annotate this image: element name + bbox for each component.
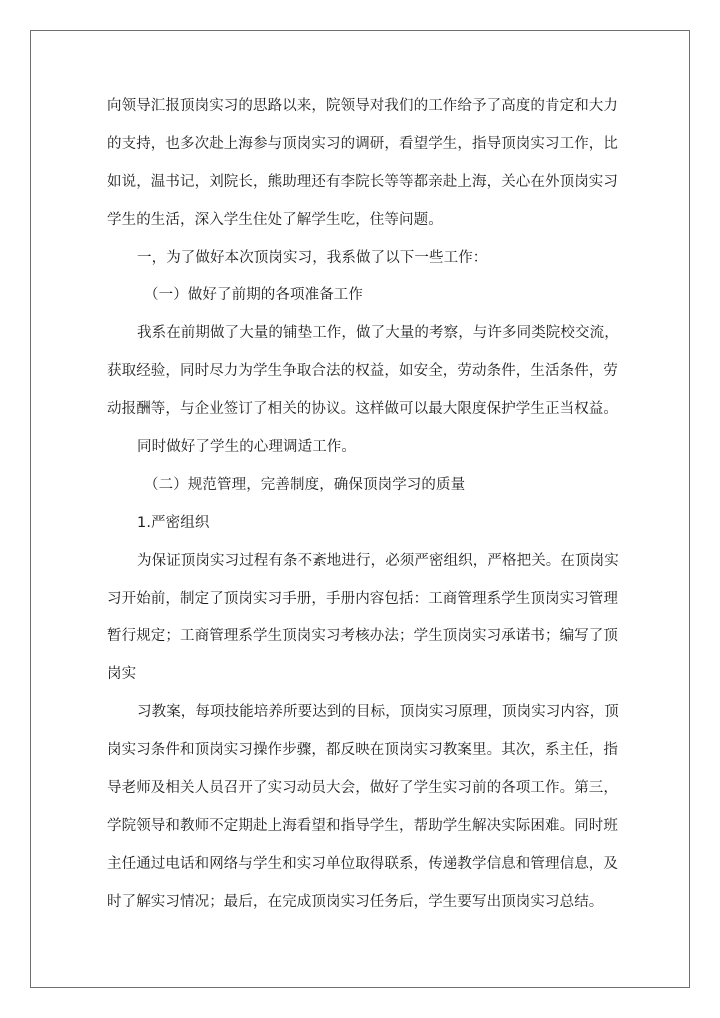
text-line: 动报酬等，与企业签订了相关的协议。这样做可以最大限度保护学生正当权益。 [107, 401, 618, 418]
subsection-heading: （一）做好了前期的各项准备工作 [144, 287, 363, 304]
subsection-heading: （二）规范管理，完善制度，确保顶岗学习的质量 [144, 476, 466, 493]
text-line: 习开始前，制定了顶岗实习手册，手册内容包括：工商管理系学生顶岗实习管理 [107, 590, 618, 607]
text-line: 岗实习条件和顶岗实习操作步骤，都反映在顶岗实习教案里。其次，系主任，指 [107, 742, 618, 759]
text-line: 主任通过电话和网络与学生和实习单位取得联系，传递教学信息和管理信息，及 [107, 855, 618, 872]
text-line: 我系在前期做了大量的铺垫工作，做了大量的考察，与许多同类院校交流， [137, 325, 619, 342]
section-heading: 一，为了做好本次顶岗实习，我系做了以下一些工作： [137, 249, 488, 266]
text-line: 习教案，每项技能培养所要达到的目标，顶岗实习原理，顶岗实习内容，顶 [137, 704, 619, 721]
text-line: 的支持，也多次赴上海参与顶岗实习的调研，看望学生，指导顶岗实习工作，比 [107, 135, 618, 152]
text-line: 岗实 [107, 666, 137, 683]
item-heading: 1.严密组织 [137, 514, 210, 531]
text-line: 暂行规定；工商管理系学生顶岗实习考核办法；学生顶岗实习承诺书；编写了顶 [107, 628, 618, 645]
text-line: 时了解实习情况；最后，在完成顶岗实习任务后，学生要写出顶岗实习总结。 [107, 893, 604, 910]
text-line: 获取经验，同时尽力为学生争取合法的权益，如安全，劳动条件，生活条件，劳 [107, 363, 618, 380]
text-line: 向领导汇报顶岗实习的思路以来，院领导对我们的工作给予了高度的肯定和大力 [107, 98, 618, 114]
text-line: 同时做好了学生的心理调适工作。 [137, 439, 356, 456]
text-line: 如说，温书记，刘院长，熊助理还有李院长等等都亲赴上海，关心在外顶岗实习 [107, 173, 618, 190]
text-line: 学院领导和教师不定期赴上海看望和指导学生，帮助学生解决实际困难。同时班 [107, 817, 618, 834]
text-line: 为保证顶岗实习过程有条不紊地进行，必须严密组织，严格把关。在顶岗实 [137, 552, 619, 569]
text-line: 导老师及相关人员召开了实习动员大会，做好了学生实习前的各项工作。第三， [107, 780, 618, 797]
document-body [107, 88, 619, 922]
text-line: 学生的生活，深入学生住处了解学生吃，住等问题。 [107, 211, 443, 228]
